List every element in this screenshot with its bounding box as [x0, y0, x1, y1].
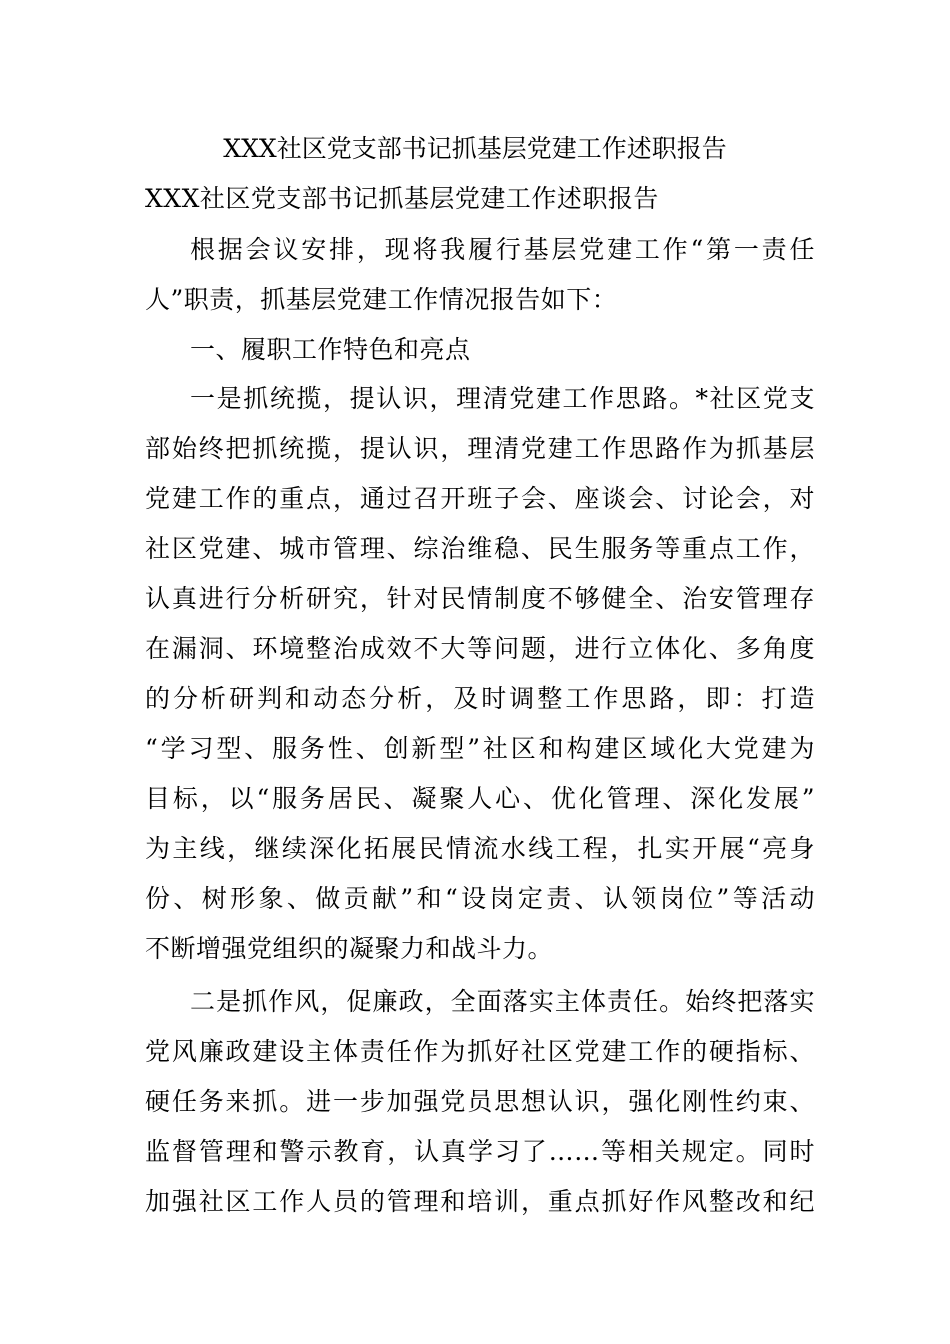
paragraph-line: 为主线，继续深化拓展民情流水线工程，扎实开展“亮身 — [145, 834, 815, 863]
section-heading: 一、履职工作特色和亮点 — [190, 335, 471, 364]
paragraph-line: 二是抓作风，促廉政，全面落实主体责任。始终把落实 — [190, 987, 815, 1016]
paragraph-line: 一是抓统揽，提认识，理清党建工作思路。*社区党支 — [190, 384, 815, 413]
paragraph-line: 的分析研判和动态分析，及时调整工作思路，即：打造 — [145, 684, 815, 713]
paragraph-line: 目标，以“服务居民、凝聚人心、优化管理、深化发展” — [145, 784, 815, 813]
paragraph-line: 部始终把抓统揽，提认识，理清党建工作思路作为抓基层 — [145, 434, 815, 463]
paragraph-line: 硬任务来抓。进一步加强党员思想认识，强化刚性约束、 — [145, 1087, 815, 1116]
paragraph-line: 社区党建、城市管理、综治维稳、民生服务等重点工作， — [145, 534, 815, 563]
paragraph-line: 在漏洞、环境整治成效不大等问题，进行立体化、多角度 — [145, 634, 815, 663]
paragraph-line: 根据会议安排，现将我履行基层党建工作“第一责任 — [190, 235, 815, 264]
paragraph-line: 党风廉政建设主体责任作为抓好社区党建工作的硬指标、 — [145, 1037, 815, 1066]
paragraph-line: 不断增强党组织的凝聚力和战斗力。 — [145, 934, 554, 963]
paragraph-line: “学习型、服务性、创新型”社区和构建区域化大党建为 — [145, 734, 815, 763]
paragraph-line: 加强社区工作人员的管理和培训，重点抓好作风整改和纪 — [145, 1187, 815, 1216]
paragraph-line: 人”职责，抓基层党建工作情况报告如下： — [145, 285, 618, 314]
paragraph-line: 党建工作的重点，通过召开班子会、座谈会、讨论会，对 — [145, 484, 815, 513]
document-subtitle: XXX社区党支部书记抓基层党建工作述职报告 — [145, 184, 659, 213]
paragraph-line: 监督管理和警示教育，认真学习了……等相关规定。同时 — [145, 1137, 815, 1166]
document-title: XXX社区党支部书记抓基层党建工作述职报告 — [223, 134, 727, 163]
paragraph-line: 认真进行分析研究，针对民情制度不够健全、治安管理存 — [145, 584, 815, 613]
paragraph-line: 份、树形象、做贡献”和“设岗定责、认领岗位”等活动 — [145, 884, 815, 913]
